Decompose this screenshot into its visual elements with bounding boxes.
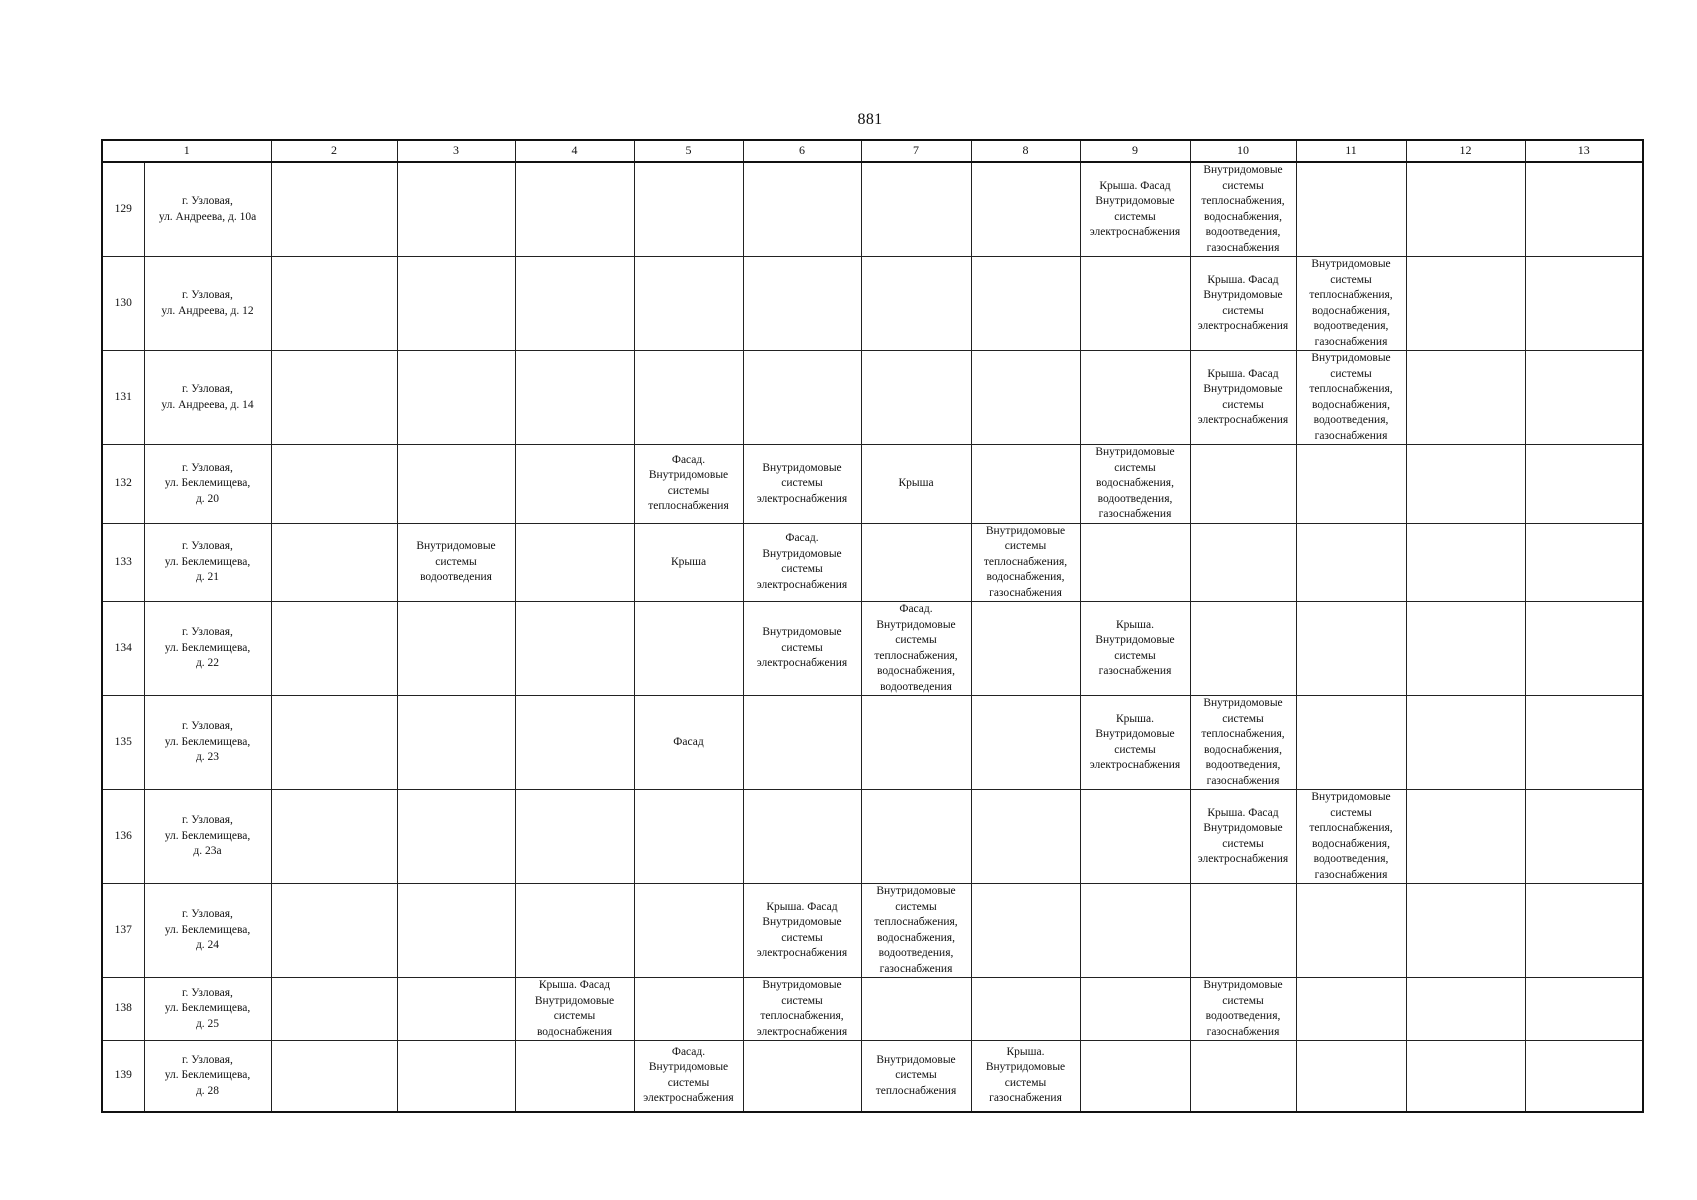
address-line: ул. Андреева, д. 12 xyxy=(161,304,254,317)
work-cell-col-12 xyxy=(1406,884,1525,978)
address-line: д. 23а xyxy=(193,845,222,858)
address-line: ул. Беклемищева, xyxy=(164,923,251,936)
work-cell-col-11 xyxy=(1296,978,1406,1041)
column-header-5: 5 xyxy=(634,140,743,162)
column-header-12: 12 xyxy=(1406,140,1525,162)
work-cell-col-12 xyxy=(1406,1041,1525,1112)
work-cell-col-11: Внутридомовые системы теплоснабжения, водоснабжения, водоотведения, газоснабжения xyxy=(1296,351,1406,445)
work-cell-col-11: Внутридомовые системы теплоснабжения, водоснабжения, водоотведения, газоснабжения xyxy=(1296,257,1406,351)
work-cell-col-7 xyxy=(861,257,971,351)
work-cell-col-3 xyxy=(397,445,515,524)
work-cell-col-10 xyxy=(1190,445,1296,524)
work-cell-col-7 xyxy=(861,790,971,884)
address-cell xyxy=(144,523,271,602)
table-row xyxy=(102,162,1643,257)
work-cell-col-5 xyxy=(634,257,743,351)
work-cell-col-2 xyxy=(271,696,397,790)
table-row xyxy=(102,257,1643,351)
address-line: г. Узловая, xyxy=(182,289,233,301)
work-cell-col-2 xyxy=(271,1041,397,1112)
work-cell-col-4: Крыша. Фасад Внутридомовые системы водоснабжения xyxy=(515,978,634,1041)
work-cell-col-7 xyxy=(861,978,971,1041)
work-cell-col-11 xyxy=(1296,162,1406,257)
work-cell-col-2 xyxy=(271,523,397,602)
work-cell-col-9: Крыша. Внутридомовые системы газоснабжения xyxy=(1080,602,1190,696)
work-cell-col-7 xyxy=(861,162,971,257)
work-cell-col-10 xyxy=(1190,884,1296,978)
work-cell-col-3 xyxy=(397,162,515,257)
work-cell-col-13 xyxy=(1525,884,1643,978)
work-cell-col-13 xyxy=(1525,523,1643,602)
work-cell-col-3 xyxy=(397,696,515,790)
address-line: ул. Беклемищева, xyxy=(164,735,251,748)
work-cell-col-10: Внутридомовые системы водоотведения, газоснабжения xyxy=(1190,978,1296,1041)
work-cell-col-3 xyxy=(397,257,515,351)
work-cell-col-6 xyxy=(743,162,861,257)
table-row xyxy=(102,602,1643,696)
address-line: г. Узловая, xyxy=(182,1053,233,1066)
work-cell-col-6: Внутридомовые системы электроснабжения xyxy=(743,602,861,696)
work-cell-col-4 xyxy=(515,162,634,257)
schedule-table xyxy=(101,139,1644,1113)
work-cell-col-11 xyxy=(1296,696,1406,790)
work-cell-col-9 xyxy=(1080,790,1190,884)
work-cell-col-3 xyxy=(397,790,515,884)
row-number: 131 xyxy=(102,351,144,445)
address-line: ул. Андреева, д. 14 xyxy=(161,398,254,411)
work-cell-col-4 xyxy=(515,523,634,602)
column-header-3: 3 xyxy=(397,140,515,162)
work-cell-col-9: Крыша. Внутридомовые системы электроснабжения xyxy=(1080,696,1190,790)
address-line: ул. Беклемищева, xyxy=(164,1069,251,1081)
table-row xyxy=(102,523,1643,602)
work-cell-col-8 xyxy=(971,790,1080,884)
work-cell-col-2 xyxy=(271,445,397,524)
work-cell-col-3 xyxy=(397,351,515,445)
work-cell-col-11 xyxy=(1296,445,1406,524)
work-cell-col-13 xyxy=(1525,257,1643,351)
work-cell-col-12 xyxy=(1406,696,1525,790)
work-cell-col-5 xyxy=(634,978,743,1041)
work-cell-col-4 xyxy=(515,351,634,445)
work-cell-col-12 xyxy=(1406,602,1525,696)
work-cell-col-8 xyxy=(971,884,1080,978)
row-number: 138 xyxy=(102,978,144,1041)
work-cell-col-5 xyxy=(634,162,743,257)
work-cell-col-5 xyxy=(634,602,743,696)
work-cell-col-13 xyxy=(1525,1041,1643,1112)
address-line: ул. Беклемищева, xyxy=(164,641,251,654)
work-cell-col-6 xyxy=(743,257,861,351)
address-cell xyxy=(144,884,271,978)
work-cell-col-4 xyxy=(515,696,634,790)
work-cell-col-2 xyxy=(271,884,397,978)
row-number: 132 xyxy=(102,445,144,524)
address-line: ул. Беклемищева, xyxy=(164,477,251,489)
work-cell-col-9: Крыша. Фасад Внутридомовые системы электроснабжения xyxy=(1080,162,1190,257)
work-cell-col-2 xyxy=(271,602,397,696)
table-row xyxy=(102,790,1643,884)
work-cell-col-11 xyxy=(1296,884,1406,978)
work-cell-col-12 xyxy=(1406,257,1525,351)
work-cell-col-9 xyxy=(1080,257,1190,351)
table-row xyxy=(102,696,1643,790)
work-cell-col-6 xyxy=(743,1041,861,1112)
table-row xyxy=(102,351,1643,445)
work-cell-col-3 xyxy=(397,978,515,1041)
work-cell-col-13 xyxy=(1525,445,1643,524)
work-cell-col-4 xyxy=(515,445,634,524)
work-cell-col-7 xyxy=(861,351,971,445)
address-line: ул. Беклемищева, xyxy=(164,829,251,842)
row-number: 133 xyxy=(102,523,144,602)
work-cell-col-7: Внутридомовые системы теплоснабжения xyxy=(861,1041,971,1112)
address-line: д. 28 xyxy=(195,1084,220,1097)
work-cell-col-10 xyxy=(1190,602,1296,696)
page-number: 881 xyxy=(857,111,883,128)
column-header-4: 4 xyxy=(515,140,634,162)
address-cell xyxy=(144,602,271,696)
work-cell-col-6: Внутридомовые системы электроснабжения xyxy=(743,445,861,524)
address-cell xyxy=(144,445,271,524)
work-cell-col-5 xyxy=(634,884,743,978)
work-cell-col-8: Внутридомовые системы теплоснабжения, водоснабжения, газоснабжения xyxy=(971,523,1080,602)
work-cell-col-9 xyxy=(1080,884,1190,978)
work-cell-col-6 xyxy=(743,790,861,884)
row-number: 135 xyxy=(102,696,144,790)
address-cell xyxy=(144,1041,271,1112)
address-line: г. Узловая, xyxy=(182,814,233,827)
work-cell-col-2 xyxy=(271,162,397,257)
column-header-7: 7 xyxy=(861,140,971,162)
work-cell-col-9 xyxy=(1080,978,1190,1041)
work-cell-col-6 xyxy=(743,351,861,445)
work-cell-col-9 xyxy=(1080,1041,1190,1112)
work-cell-col-4 xyxy=(515,602,634,696)
work-cell-col-2 xyxy=(271,978,397,1041)
work-cell-col-4 xyxy=(515,1041,634,1112)
address-line: г. Узловая, xyxy=(182,383,233,395)
work-cell-col-10: Внутридомовые системы теплоснабжения, водоснабжения, водоотведения, газоснабжения xyxy=(1190,162,1296,257)
work-cell-col-7: Внутридомовые системы теплоснабжения, водоснабжения, водоотведения, газоснабжения xyxy=(861,884,971,978)
address-cell xyxy=(144,790,271,884)
work-cell-col-2 xyxy=(271,257,397,351)
work-cell-col-6 xyxy=(743,696,861,790)
address-line: г. Узловая, xyxy=(182,461,233,474)
column-header-8: 8 xyxy=(971,140,1080,162)
work-cell-col-2 xyxy=(271,790,397,884)
address-line: ул. Беклемищева, xyxy=(164,555,251,568)
row-number: 129 xyxy=(102,162,144,257)
work-cell-col-13 xyxy=(1525,351,1643,445)
work-cell-col-10: Внутридомовые системы теплоснабжения, водоснабжения, водоотведения, газоснабжения xyxy=(1190,696,1296,790)
address-line: г. Узловая, xyxy=(182,908,233,921)
work-cell-col-12 xyxy=(1406,351,1525,445)
work-cell-col-11: Внутридомовые системы теплоснабжения, водоснабжения, водоотведения, газоснабжения xyxy=(1296,790,1406,884)
work-cell-col-8 xyxy=(971,445,1080,524)
work-cell-col-8: Крыша. Внутридомовые системы газоснабжения xyxy=(971,1041,1080,1112)
address-cell xyxy=(144,162,271,257)
work-cell-col-8 xyxy=(971,257,1080,351)
work-cell-col-12 xyxy=(1406,978,1525,1041)
work-cell-col-13 xyxy=(1525,790,1643,884)
address-line: д. 24 xyxy=(195,939,220,952)
work-cell-col-4 xyxy=(515,884,634,978)
address-line: г. Узловая, xyxy=(182,986,233,999)
column-header-11: 11 xyxy=(1296,140,1406,162)
work-cell-col-5 xyxy=(634,790,743,884)
table-row xyxy=(102,1041,1643,1112)
work-cell-col-10: Крыша. Фасад Внутридомовые системы электроснабжения xyxy=(1190,351,1296,445)
address-line: ул. Беклемищева, xyxy=(164,1002,251,1015)
address-line: д. 20 xyxy=(195,492,220,505)
work-cell-col-13 xyxy=(1525,162,1643,257)
column-header-13: 13 xyxy=(1525,140,1643,162)
work-cell-col-8 xyxy=(971,351,1080,445)
column-header-row xyxy=(102,140,1643,162)
work-cell-col-12 xyxy=(1406,445,1525,524)
row-number: 137 xyxy=(102,884,144,978)
work-cell-col-9 xyxy=(1080,523,1190,602)
address-line: д. 21 xyxy=(195,571,220,583)
work-cell-col-10 xyxy=(1190,1041,1296,1112)
work-cell-col-8 xyxy=(971,602,1080,696)
work-cell-col-10: Крыша. Фасад Внутридомовые системы электроснабжения xyxy=(1190,257,1296,351)
work-cell-col-9 xyxy=(1080,351,1190,445)
work-cell-col-11 xyxy=(1296,523,1406,602)
address-cell xyxy=(144,978,271,1041)
work-cell-col-7: Крыша xyxy=(861,445,971,524)
work-cell-col-5: Фасад. Внутридомовые системы теплоснабжения xyxy=(634,445,743,524)
work-cell-col-6: Внутридомовые системы теплоснабжения, электроснабжения xyxy=(743,978,861,1041)
column-header-10: 10 xyxy=(1190,140,1296,162)
work-cell-col-4 xyxy=(515,790,634,884)
work-cell-col-12 xyxy=(1406,790,1525,884)
address-line: д. 22 xyxy=(195,657,220,670)
work-cell-col-3 xyxy=(397,884,515,978)
work-cell-col-7 xyxy=(861,696,971,790)
column-header-1: 1 xyxy=(102,140,271,162)
work-cell-col-6: Фасад. Внутридомовые системы электроснабжения xyxy=(743,523,861,602)
address-line: д. 25 xyxy=(195,1017,220,1030)
column-header-9: 9 xyxy=(1080,140,1190,162)
work-cell-col-12 xyxy=(1406,523,1525,602)
table-row xyxy=(102,978,1643,1041)
work-cell-col-8 xyxy=(971,978,1080,1041)
address-line: г. Узловая, xyxy=(182,540,233,552)
work-cell-col-5: Фасад xyxy=(634,696,743,790)
address-cell xyxy=(144,257,271,351)
address-line: ул. Андреева, д. 10а xyxy=(158,210,257,223)
work-cell-col-4 xyxy=(515,257,634,351)
address-cell xyxy=(144,696,271,790)
work-cell-col-5: Крыша xyxy=(634,523,743,602)
row-number: 139 xyxy=(102,1041,144,1112)
work-cell-col-7 xyxy=(861,523,971,602)
work-cell-col-11 xyxy=(1296,1041,1406,1112)
work-cell-col-7: Фасад. Внутридомовые системы теплоснабжения, водоснабжения, водоотведения xyxy=(861,602,971,696)
table-row xyxy=(102,445,1643,524)
column-header-2: 2 xyxy=(271,140,397,162)
work-cell-col-3: Внутридомовые системы водоотведения xyxy=(397,523,515,602)
work-cell-col-3 xyxy=(397,1041,515,1112)
work-cell-col-10 xyxy=(1190,523,1296,602)
address-line: г. Узловая, xyxy=(182,195,233,207)
column-header-6: 6 xyxy=(743,140,861,162)
table-body xyxy=(102,162,1643,1112)
work-cell-col-13 xyxy=(1525,696,1643,790)
address-line: г. Узловая, xyxy=(182,720,233,733)
work-cell-col-5 xyxy=(634,351,743,445)
work-cell-col-13 xyxy=(1525,978,1643,1041)
address-cell xyxy=(144,351,271,445)
address-line: г. Узловая, xyxy=(182,626,233,639)
work-cell-col-8 xyxy=(971,696,1080,790)
work-cell-col-11 xyxy=(1296,602,1406,696)
work-cell-col-5: Фасад. Внутридомовые системы электроснабжения xyxy=(634,1041,743,1112)
work-cell-col-2 xyxy=(271,351,397,445)
row-number: 130 xyxy=(102,257,144,351)
row-number: 134 xyxy=(102,602,144,696)
work-cell-col-9: Внутридомовые системы водоснабжения, водоотведения, газоснабжения xyxy=(1080,445,1190,524)
row-number: 136 xyxy=(102,790,144,884)
address-line: д. 23 xyxy=(195,751,220,764)
work-cell-col-3 xyxy=(397,602,515,696)
work-cell-col-10: Крыша. Фасад Внутридомовые системы электроснабжения xyxy=(1190,790,1296,884)
work-cell-col-13 xyxy=(1525,602,1643,696)
work-cell-col-6: Крыша. Фасад Внутридомовые системы электроснабжения xyxy=(743,884,861,978)
work-cell-col-8 xyxy=(971,162,1080,257)
table-row xyxy=(102,884,1643,978)
work-cell-col-12 xyxy=(1406,162,1525,257)
